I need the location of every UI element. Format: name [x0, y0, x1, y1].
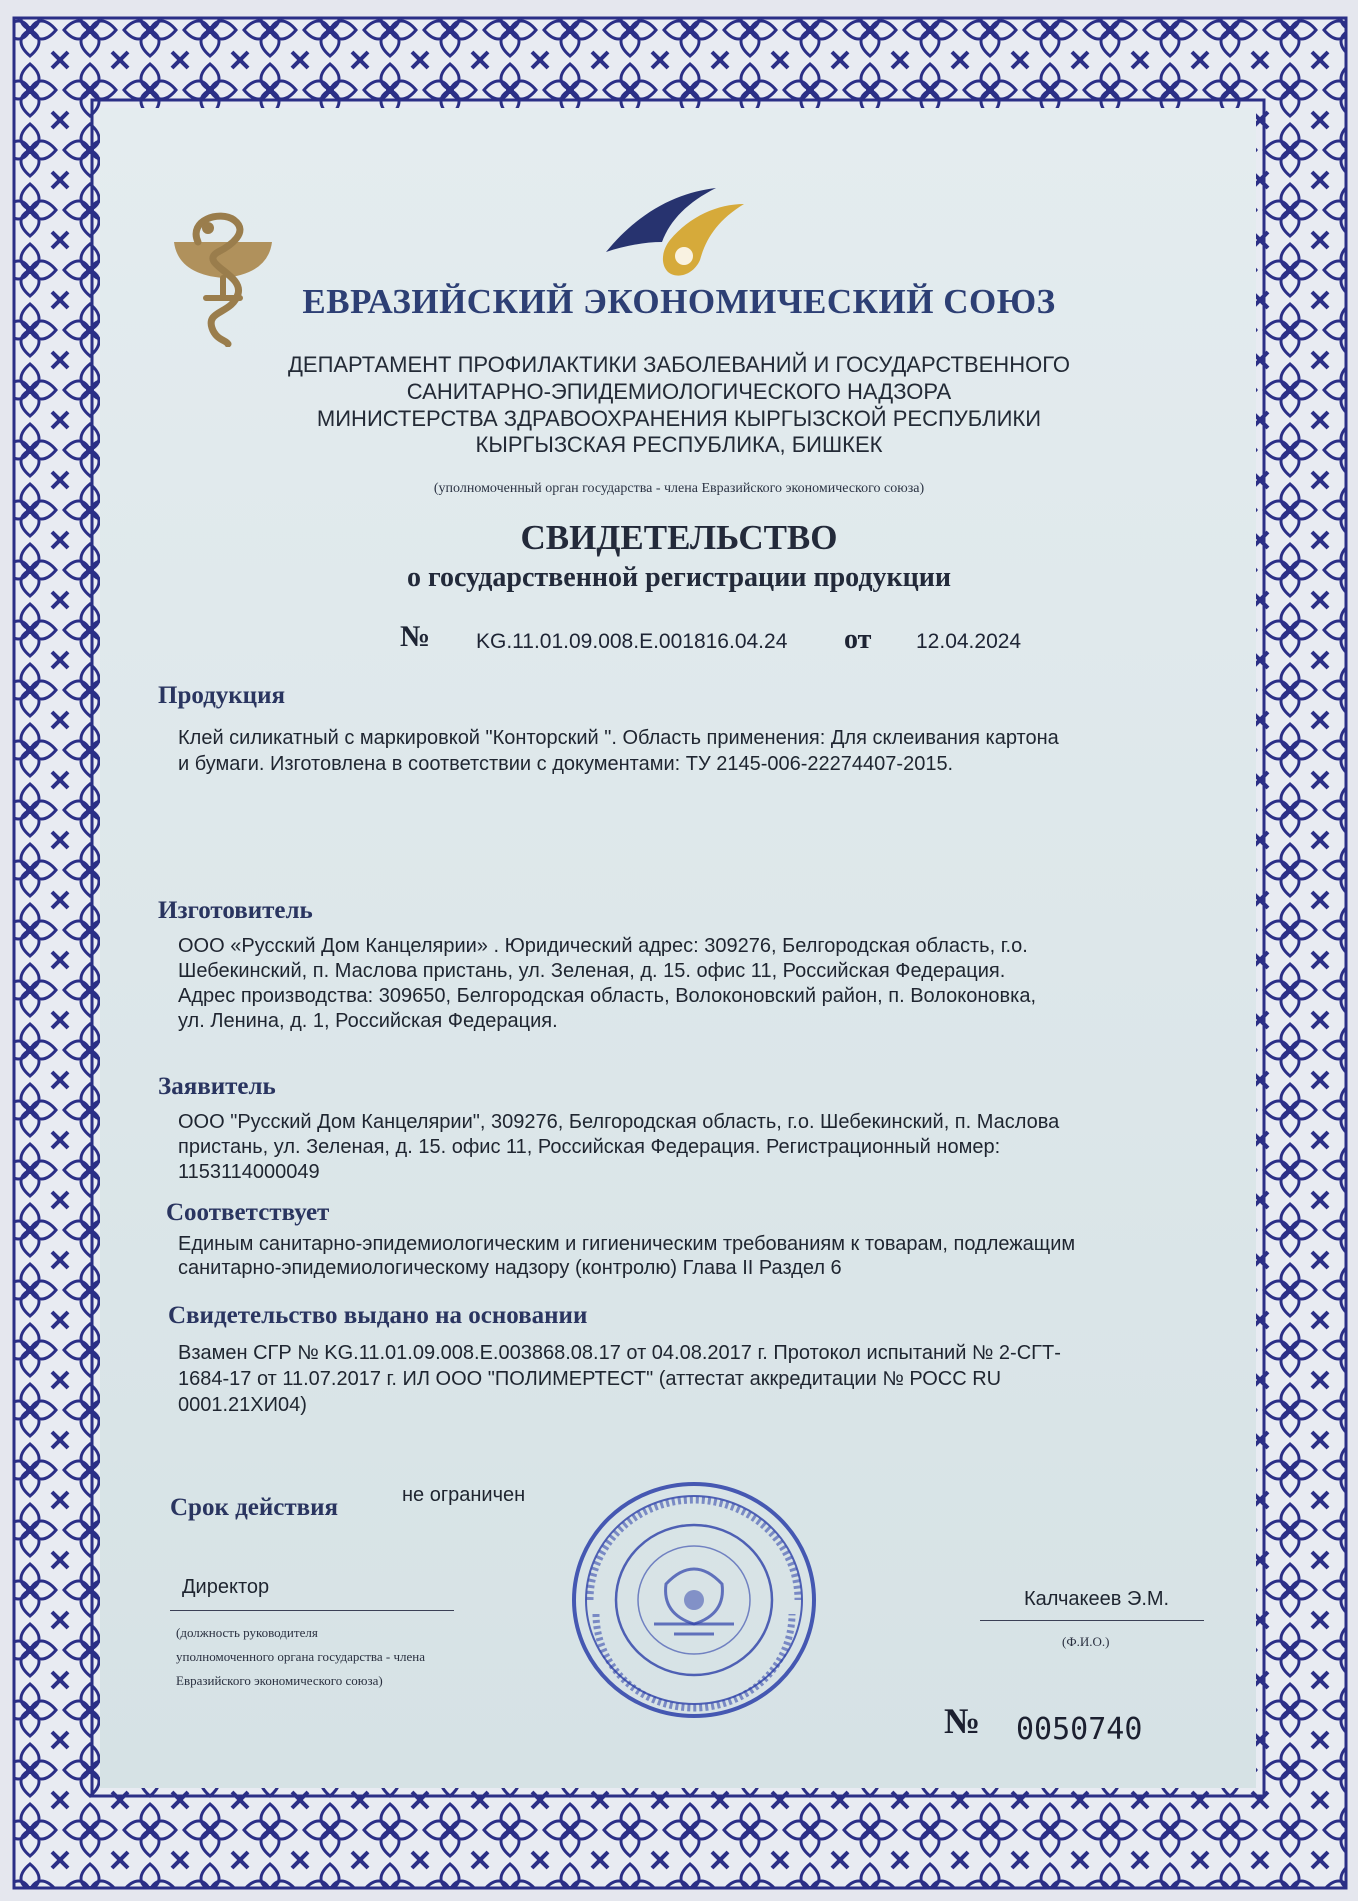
number-label: №: [400, 620, 431, 653]
validity-label: Срок действия: [170, 1494, 339, 1521]
manufacturer-line: Адрес производства: 309650, Белгородская область, Волоконовский район, п. Волоконовка,: [178, 985, 1037, 1007]
department-line: САНИТАРНО-ЭПИДЕМИОЛОГИЧЕСКОГО НАДЗОРА: [406, 379, 952, 404]
certificate-title: СВИДЕТЕЛЬСТВО: [520, 518, 838, 557]
bowl-of-hygieia-emblem: [168, 212, 278, 347]
name-underline: [980, 1620, 1204, 1621]
department-line: ДЕПАРТАМЕНТ ПРОФИЛАКТИКИ ЗАБОЛЕВАНИЙ И ГОСУДАРСТВЕННОГО: [288, 352, 1070, 377]
applicant-line: пристань, ул. Зеленая, д. 15. офис 11, Российская Федерация. Регистрационный номер:: [178, 1136, 1001, 1158]
basis-heading: Свидетельство выдано на основании: [168, 1302, 588, 1329]
validity-value: не ограничен: [402, 1484, 526, 1506]
conforms-heading: Соответствует: [166, 1199, 330, 1226]
signatory-name: Калчакеев Э.М.: [1024, 1588, 1170, 1610]
position-note-line: уполномоченного органа государства - члена: [176, 1649, 425, 1664]
basis-line: 1684-17 от 11.07.2017 г. ИЛ ООО "ПОЛИМЕРТЕСТ" (аттестат аккредитации № РОСС RU: [178, 1368, 1002, 1390]
conforms-line: Единым санитарно-эпидемиологическим и гигиеническим требованиям к товарам, подлежащим: [178, 1233, 1076, 1255]
applicant-heading: Заявитель: [158, 1073, 276, 1100]
conforms-line: санитарно-эпидемиологическому надзору (контролю) Глава II Раздел 6: [178, 1257, 842, 1279]
eaeu-emblem: [600, 180, 750, 285]
applicant-line: ООО "Русский Дом Канцелярии", 309276, Белгородская область, г.о. Шебекинский, п. Маслова: [178, 1111, 1060, 1133]
certificate-subtitle: о государственной регистрации продукции: [406, 562, 952, 593]
basis-line: Взамен СГР № KG.11.01.09.008.Е.003868.08.17 от 04.08.2017 г. Протокол испытаний № 2-СГТ-: [178, 1342, 1061, 1364]
manufacturer-line: ул. Ленина, д. 1, Российская Федерация.: [178, 1010, 558, 1032]
basis-line: 0001.21ХИ04): [178, 1394, 307, 1416]
certificate-date: 12.04.2024: [916, 630, 1022, 653]
product-line: Клей силикатный с маркировкой "Конторский ". Область применения: Для склеивания картона: [178, 727, 1059, 749]
position-note-line: (должность руководителя: [176, 1625, 318, 1640]
manufacturer-line: Шебекинский, п. Маслова пристань, ул. Зеленая, д. 15. офис 11, Российская Федерация.: [178, 960, 1006, 982]
product-line: и бумаги. Изготовлена в соответствии с документами: ТУ 2145-006-22274407-2015.: [178, 753, 954, 775]
certificate-number: KG.11.01.09.008.Е.001816.04.24: [476, 630, 788, 653]
blank-number-label: №: [944, 1701, 981, 1741]
product-heading: Продукция: [158, 682, 286, 709]
blank-number: 0050740: [1016, 1712, 1143, 1747]
applicant-line: 1153114000049: [178, 1161, 320, 1183]
position-note-line: Евразийского экономического союза): [176, 1673, 383, 1688]
department-line: КЫРГЫЗСКАЯ РЕСПУБЛИКА, БИШКЕК: [475, 432, 883, 457]
date-label: от: [844, 624, 872, 655]
authority-note: (уполномоченный орган государства - члена Евразийского экономического союза): [433, 481, 925, 496]
official-stamp: [566, 1474, 822, 1726]
manufacturer-heading: Изготовитель: [158, 897, 313, 924]
union-title: ЕВРАЗИЙСКИЙ ЭКОНОМИЧЕСКИЙ СОЮЗ: [302, 282, 1056, 321]
manufacturer-line: ООО «Русский Дом Канцелярии» . Юридический адрес: 309276, Белгородская область, г.о.: [178, 935, 1028, 957]
signatory-position: Директор: [182, 1576, 270, 1598]
name-note: (Ф.И.О.): [1062, 1634, 1110, 1649]
department-line: МИНИСТЕРСТВА ЗДРАВООХРАНЕНИЯ КЫРГЫЗСКОЙ РЕСПУБЛИКИ: [316, 406, 1042, 431]
position-underline: [170, 1610, 454, 1611]
